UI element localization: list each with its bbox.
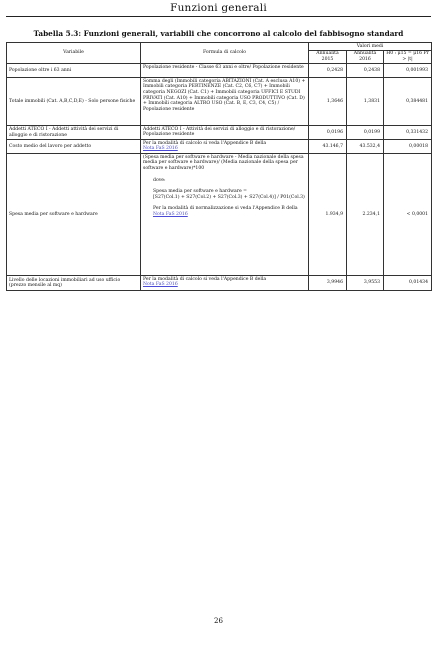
cell-2015: 0,2428 xyxy=(309,64,347,78)
cell-variabile: Popolazione oltre i 63 anni xyxy=(7,64,141,78)
cell-variabile: Addetti ATECO I - Addetti attività dei servizi di alloggio e di ristorazione xyxy=(7,126,141,140)
cell-2016: 43.532,4 xyxy=(347,140,384,154)
nota-fas-link[interactable]: Nota FaS 2016 xyxy=(143,146,178,152)
cell-formula: Popolazione residente - Classe 63 anni e oltre/ Popolazione residente xyxy=(141,64,309,78)
cell-p-value: 0,001993 xyxy=(384,64,432,78)
cell-2016: 0,0199 xyxy=(347,126,384,140)
header-formula: Formula di calcolo xyxy=(141,43,309,64)
cell-p-value: 0,00018 xyxy=(384,140,432,154)
cell-variabile: Totale immobili (Cat. A,B,C,D,E) - Solo persone fisiche xyxy=(7,78,141,126)
header-annualita-2015: Annualità 2015 xyxy=(309,50,347,63)
cell-variabile: Costo medio del lavoro per addetto xyxy=(7,140,141,154)
header-variabile: Variabile xyxy=(7,43,141,64)
variables-table xyxy=(6,42,432,291)
table-row xyxy=(7,276,432,291)
cell-2015: 0,0196 xyxy=(309,126,347,140)
header-annualita-2016: Annualità 2016 xyxy=(347,50,384,63)
nota-fas-link[interactable]: Nota FaS 2016 xyxy=(143,282,178,288)
cell-p-value: 0,331432 xyxy=(384,126,432,140)
header-test: H0 : μ15 = μ16 Pr > |t| xyxy=(384,50,432,63)
cell-2015: 1,3646 xyxy=(309,78,347,126)
cell-2015: 1.934,9 xyxy=(309,154,347,276)
cell-2016: 0,2438 xyxy=(347,64,384,78)
table-caption: Tabella 5.3: Funzioni generali, variabili che concorrono al calcolo del fabbisogno standard xyxy=(33,29,404,38)
header-rule xyxy=(6,16,431,17)
table-row xyxy=(7,154,432,276)
header-row xyxy=(7,43,432,51)
cell-2015: 43.146,7 xyxy=(309,140,347,154)
running-head: Funzioni generali xyxy=(170,2,267,14)
cell-2016: 3,9553 xyxy=(347,276,384,291)
cell-p-value: 0,01434 xyxy=(384,276,432,291)
formula-definition: Spesa media per software e hardware = xyxy=(153,189,247,195)
table-row xyxy=(7,126,432,140)
header-valori-medi: Valori medi xyxy=(309,43,432,51)
cell-formula xyxy=(141,276,309,291)
formula-expression: [S27(Col.1) + S27(Col.2) + S27(Col.3) + S27(Col.4)] / P01(Col.3) xyxy=(153,194,305,200)
cell-2016: 1,3831 xyxy=(347,78,384,126)
formula-text: Per la modalità di calcolo si veda l'Appendice B della xyxy=(143,140,267,146)
page-number: 26 xyxy=(214,617,223,625)
cell-variabile: Spesa media per software e hardware xyxy=(7,154,141,276)
cell-variabile: Livello delle locazioni immobiliari ad uso ufficio (prezzo mensile al mq) xyxy=(7,276,141,291)
cell-p-value: 0,384481 xyxy=(384,78,432,126)
table-row xyxy=(7,78,432,126)
formula-note: Per la modalità di normalizzazione si veda l'Appendice B della xyxy=(153,206,298,212)
cell-2015: 3,9946 xyxy=(309,276,347,291)
cell-formula xyxy=(141,140,309,154)
formula-text: (Spesa media per software e hardware - Media nazionale della spesa media per software e hardware)/ (Media nazionale della spesa per software e hardware)*100 xyxy=(143,154,304,171)
cell-2016: 2.234,1 xyxy=(347,154,384,276)
cell-formula: Somma degli (Immobili categoria ABITAZIONI (Cat. A esclusa A10) + Immobili categoria PERTINENZE (Cat. C2, C6, C7) + Immobili categoria NEGOZI (Cat. C1) + Immobili categoria UFFICI E STUDI PRIVATI (Cat. A10) + Immobili categoria USO PRODUTTIVO (Cat. D) + Immobili categoria ALTRO USO (Cat. B, E, C3, C4, C5) / Popolazione residente xyxy=(141,78,309,126)
table-row xyxy=(7,140,432,154)
table-row xyxy=(7,64,432,78)
cell-formula xyxy=(141,154,309,276)
cell-formula: Addetti ATECO I - Attività dei servizi di alloggio e di ristorazione/ Popolazione residente xyxy=(141,126,309,140)
formula-dove: dove: xyxy=(153,177,166,183)
formula-text: Per la modalità di calcolo si veda l'Appendice B della xyxy=(143,276,267,282)
cell-p-value: < 0,0001 xyxy=(384,154,432,276)
nota-fas-link[interactable]: Nota FaS 2016 xyxy=(153,211,188,217)
